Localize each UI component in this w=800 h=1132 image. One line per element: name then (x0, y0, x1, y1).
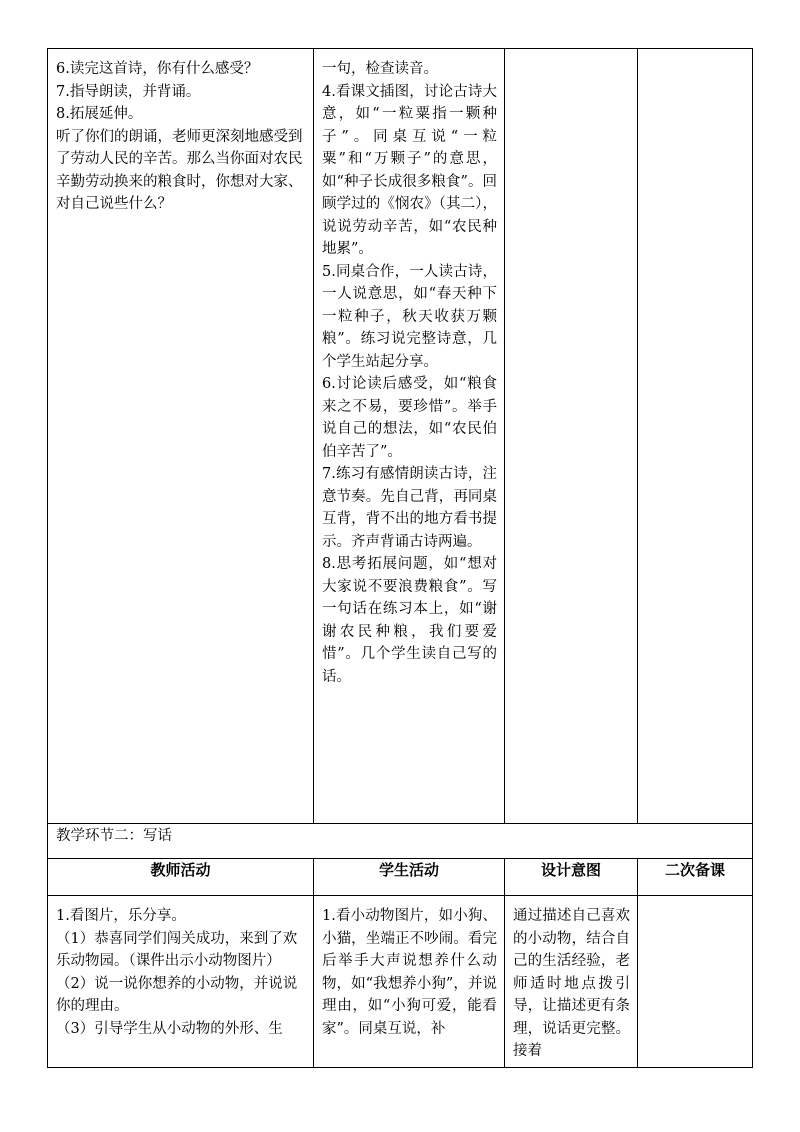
student-step-1: 1.看小动物图片，如小狗、小猫，坐端正不吵闹。看完后举手大声说想养什么动物，如“我想养小狗”，并说理由，如“小狗可爱，能看家”。同桌互说，补 (322, 908, 497, 1037)
second-prep-text-2 (638, 896, 752, 909)
header-student-activity: 学生活动 (378, 861, 439, 879)
teacher-step-8-detail: 听了你们的朗诵，老师更深刻地感受到了劳动人民的辛苦。那么当你面对农民辛勤劳动换来的粮食时，你想对大家、对自己说些什么？ (56, 128, 303, 212)
section-title-cell (48, 824, 753, 859)
teacher-step-6: 6.读完这首诗，你有什么感受？ (56, 61, 259, 77)
table-header-row (48, 859, 753, 896)
header-second-cell (638, 859, 753, 896)
table-row-part1 (48, 49, 753, 824)
teacher-activity-cell (48, 49, 314, 824)
teacher-step-1-b: （2）说一说你想养的小动物，并说说你的理由。 (56, 975, 298, 1014)
design-intent-text (505, 49, 637, 62)
second-prep-cell-2 (638, 896, 753, 1068)
teacher-step-1-c: （3）引导学生从小动物的外形、生 (56, 1020, 283, 1037)
section-title: 教学环节二：写话 (56, 828, 172, 844)
header-teacher-cell (48, 859, 314, 896)
student-step-4: 4.看课文插图，讨论古诗大意，如“一粒粟指一颗种子”。同桌互说“一粒粟”和“万颗子”的意思，如“种子长成很多粮食”。回顾学过的《悯农》（其二），说说劳动辛苦，如“农民种地累”。 (322, 83, 497, 257)
student-step-8: 8.思考拓展问题，如“想对大家说不要浪费粮食”。写一句话在练习本上，如“谢谢农民种粮，我们要爱惜”。几个学生读自己写的话。 (322, 556, 497, 685)
teacher-step-1-a: （1）恭喜同学们闯关成功，来到了欢乐动物园。（课件出示小动物图片） (56, 930, 298, 969)
student-step-6: 6.讨论读后感受，如“粮食来之不易，要珍惜”。举手说自己的想法，如“农民伯伯辛苦了”。 (322, 376, 497, 460)
student-step-5: 5.同桌合作，一人读古诗，一人说意思，如“春天种下一粒种子，秋天收获万颗粮”。练习说完整诗意，几个学生站起分享。 (322, 263, 497, 370)
lesson-plan-table (47, 48, 753, 1068)
teacher-step-8: 8.拓展延伸。 (56, 106, 143, 122)
student-activity-cell (314, 49, 505, 824)
header-second-prep: 二次备课 (664, 861, 725, 879)
student-step-3-tail: 一句，检查读音。 (322, 61, 438, 77)
table-row-part2 (48, 896, 753, 1068)
second-prep-cell (638, 49, 753, 824)
student-step-7: 7.练习有感情朗读古诗，注意节奏。先自己背，再同桌互背，背不出的地方看书提示。齐声背诵古诗两遍。 (322, 466, 497, 550)
teacher-step-1: 1.看图片，乐分享。 (56, 908, 186, 924)
student-activity-cell-2 (314, 896, 505, 1068)
second-prep-text (638, 49, 752, 62)
design-intent-text-2: 通过描述自己喜欢的小动物，结合自己的生活经验，老师适时地点拨引导，让描述更有条理，说话更完整。接着 (513, 908, 630, 1059)
header-student-cell (314, 859, 505, 896)
header-teacher-activity: 教师活动 (150, 861, 211, 879)
header-design-cell (505, 859, 638, 896)
section-title-row (48, 824, 753, 859)
teacher-activity-cell-2 (48, 896, 314, 1068)
design-intent-cell-2 (505, 896, 638, 1068)
teacher-step-7: 7.指导朗读，并背诵。 (56, 83, 201, 100)
design-intent-cell (505, 49, 638, 824)
header-design-intent: 设计意图 (540, 861, 601, 879)
